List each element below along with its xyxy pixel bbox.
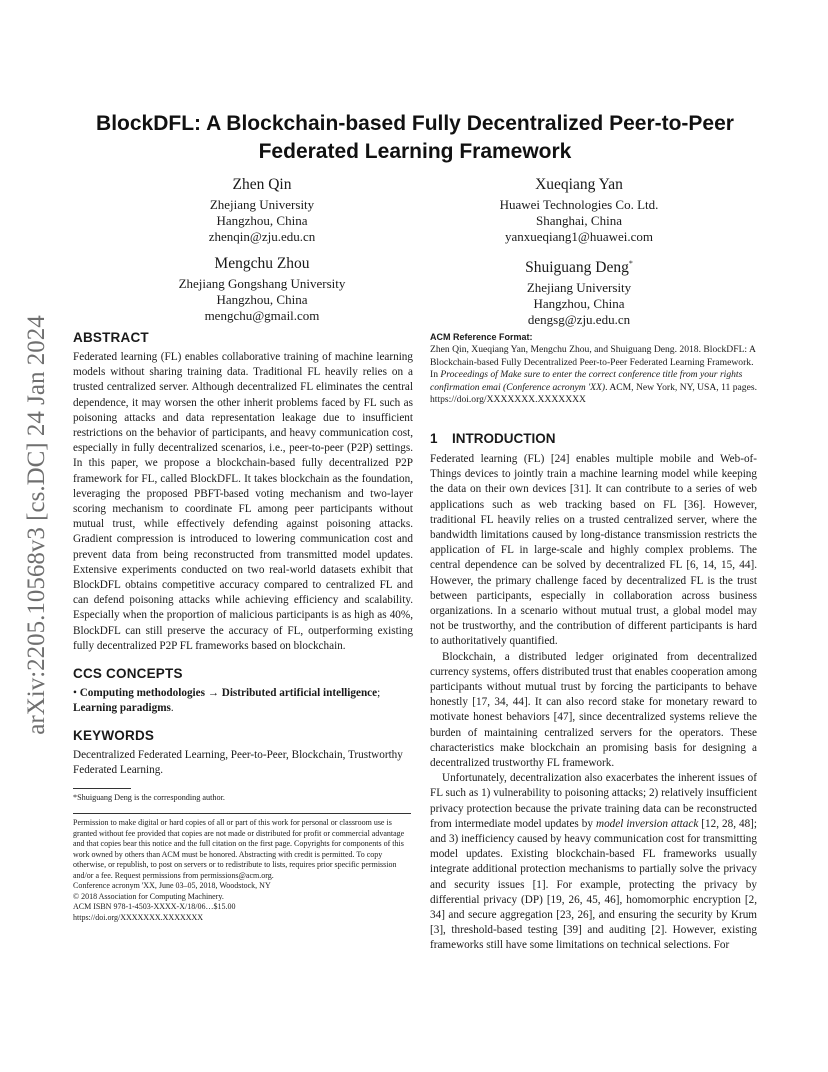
author-affiliation: Zhejiang Gongshang University bbox=[178, 276, 346, 291]
intro-p3-start: Unfortunately, decentralization also exacerbates the inherent issues of FL such as 1) vulnerability to poisoning attacks; 2) relatively insufficient privacy protection because the private training data can be reconstructed from intermediate model updates by bbox=[430, 772, 757, 830]
intro-paragraph-3 bbox=[430, 771, 757, 953]
acm-ref-suffix: . ACM, New York, NY, USA, 11 pages. https://doi.org/XXXXXXX.XXXXXXX bbox=[430, 381, 757, 406]
ccs-bullet: • bbox=[73, 687, 77, 700]
section-number: 1 bbox=[430, 430, 438, 446]
section-title: INTRODUCTION bbox=[452, 430, 556, 446]
corresponding-footnote: *Shuiguang Deng is the corresponding author. bbox=[73, 793, 225, 803]
author-email: yanxueqiang1@huawei.com bbox=[504, 229, 654, 244]
abstract-text: Federated learning (FL) enables collaborative training of machine learning models without sharing training data. Traditional FL heavily relies on a trusted centralized server. Although decentralized FL eliminates the central dependence, it may worsen the other inherit problems faced by FL such as poisoning attacks and data representation leakage due to insufficient restrictions on the behavior of participants, and heavy communication cost, especially in fully decentralized scenarios, i.e., peer-to-peer (P2P) settings. In this paper, we propose a blockchain-based fully decentralized P2P framework for FL, called BlockDFL. It takes blockchain as the foundation, leveraging the proposed PBFT-based voting mechanism and two-layer scoring mechanism to coordinate FL among peer participants without mutual trust, while effectively defending against poisoning attacks. Gradient compression is introduced to lowering communication cost and prevent data from being reconstructed from transmitted model updates. Extensive experiments conducted on two real-world datasets exhibit that BlockDFL obtains competitive accuracy compared to centralized FL and can defend poisoning attacks while achieving efficiency and scalability. Especially when the proportion of malicious participants is as high as 40%, BlockDFL can still preserve the accuracy of FL, outperforming existing fully decentralized P2P FL frameworks based on blockchain. bbox=[73, 351, 413, 652]
author-location: Hangzhou, China bbox=[216, 292, 308, 307]
author-name: Xueqiang Yan bbox=[535, 176, 623, 193]
author-name-text: Shuiguang Deng bbox=[525, 259, 629, 277]
author-name: Mengchu Zhou bbox=[214, 255, 310, 272]
author-location: Hangzhou, China bbox=[216, 213, 308, 228]
abstract-heading: ABSTRACT bbox=[73, 330, 149, 345]
author-affiliation: Zhejiang University bbox=[209, 197, 315, 212]
footnote-rule bbox=[73, 788, 131, 789]
permission-text: Permission to make digital or hard copies of all or part of this work for personal or classroom use is granted without fee provided that copies are not made or distributed for profit or commercial advantage and that copies bear this notice and the full citation on the first page. Copyrights for components of this work owned by others than ACM must be honored. Abstracting with credit is permitted. To copy otherwise, or republish, to post on servers or to redistribute to lists, requires prior specific permission and/or a fee. Request permissions from permissions@acm.org. bbox=[73, 818, 405, 880]
intro-paragraph-1: Federated learning (FL) [24] enables multiple mobile and Web-of-Things devices to jointly train a machine learning model while keeping the data on their own devices [31]. It can contribute to a series of web applications such as web tracking based on FL [36]. However, traditional FL heavily relies on a trusted centralized server, where the bandwidth limitations caused by long-distance transmission restricts the application of FL in large-scale and highly complex problems. The central dependence can be solved by decentralized FL [6, 14, 15, 44]. However, the primary challenge faced by decentralized FL is the trust between participants, especially in collaboration across business organizations. In a scenario without mutual trust, a global model may not be trustworthy, and the contribution of different participants is hard to authoritatively quantified. bbox=[430, 452, 757, 648]
author-email: dengsg@zju.edu.cn bbox=[527, 312, 631, 328]
author-block bbox=[112, 175, 412, 245]
ccs-item-2: Learning paradigms bbox=[73, 702, 171, 715]
corresponding-marker: * bbox=[628, 259, 633, 268]
author-email: zhenqin@zju.edu.cn bbox=[208, 229, 316, 244]
ccs-end: . bbox=[170, 702, 174, 715]
intro-p3-end: [12, 28, 48]; and 3) inefficiency caused by heavy communication cost for transmitting model updates. Existing blockchain-based FL frameworks usually integrate additional protection mechanisms to partially solve the privacy and security issues [1]. For example, protecting the privacy by differential privacy (DP) [19, 26, 45, 46], homomorphic encryption [2, 34] and secure aggregation [23, 26], and ensuring the security by Krum [3], threshold-based testing [39] and auditing [2]. However, existing frameworks still have some limitations on technical selections. For bbox=[430, 817, 758, 952]
keywords-text: Decentralized Federated Learning, Peer-to-Peer, Blockchain, Trustworthy Federated Learning. bbox=[73, 749, 403, 777]
acm-ref-venue: Proceedings of Make sure to enter the correct conference title from your rights confirmation emai (Conference acronym 'XX) bbox=[430, 369, 743, 393]
acm-ref-heading: ACM Reference Format: bbox=[430, 332, 533, 342]
author-affiliation: Zhejiang University bbox=[526, 280, 632, 296]
arxiv-stamp bbox=[14, 290, 56, 760]
doi-line: https://doi.org/XXXXXXX.XXXXXXX bbox=[73, 912, 204, 922]
ccs-separator: ; bbox=[377, 687, 381, 700]
acm-ref-text bbox=[430, 344, 757, 407]
author-location: Hangzhou, China bbox=[533, 296, 625, 312]
arxiv-id: arXiv:2205.10568v3 [cs.DC] 24 Jan 2024 bbox=[23, 315, 50, 735]
copyright-line: © 2018 Association for Computing Machinery. bbox=[73, 891, 224, 901]
author-block bbox=[429, 254, 729, 328]
keywords-heading: KEYWORDS bbox=[73, 728, 155, 744]
ccs-concepts bbox=[73, 686, 413, 716]
author-location: Shanghai, China bbox=[536, 213, 622, 228]
conference-line: Conference acronym 'XX, June 03–05, 2018, Woodstock, NY bbox=[73, 881, 271, 891]
author-email: mengchu@gmail.com bbox=[204, 308, 320, 323]
ccs-item-1: Computing methodologies → Distributed artificial intelligence bbox=[79, 687, 378, 700]
permission-rule bbox=[73, 813, 411, 814]
author-block bbox=[429, 175, 729, 245]
author-block bbox=[112, 254, 412, 324]
author-name: Zhen Qin bbox=[232, 176, 292, 193]
intro-p3-italic: model inversion attack bbox=[595, 817, 699, 830]
acm-ref-prefix: Zhen Qin, Xueqiang Yan, Mengchu Zhou, and Shuiguang Deng. 2018. BlockDFL: A Blockchain-based Fully Decentralized Peer-to-Peer Federated Learning Framework. In bbox=[430, 344, 756, 381]
right-column bbox=[430, 332, 757, 954]
ccs-heading: CCS CONCEPTS bbox=[73, 666, 183, 682]
paper-title: BlockDFL: A Blockchain-based Fully Decentralized Peer-to-Peer Federated Learning Framework bbox=[96, 112, 734, 163]
left-column bbox=[73, 330, 413, 923]
author-name bbox=[429, 254, 729, 278]
author-affiliation: Huawei Technologies Co. Ltd. bbox=[499, 197, 659, 212]
isbn-line: ACM ISBN 978-1-4503-XXXX-X/18/06…$15.00 bbox=[73, 902, 236, 912]
intro-heading bbox=[430, 431, 757, 446]
intro-paragraph-2: Blockchain, a distributed ledger originated from decentralized currency systems, offers distributed trust that enables cooperation among participants without mutual trust by forcing the participants to behave honestly [17, 34, 44]. It can also record stake for monetary reward to motivate honest behaviors [47], since decentralized systems relieve the burden of maintaining centralized servers for the operators. These characteristics make blockchain an promising basis for designing a decentralized trustworthy FL framework. bbox=[430, 650, 757, 770]
